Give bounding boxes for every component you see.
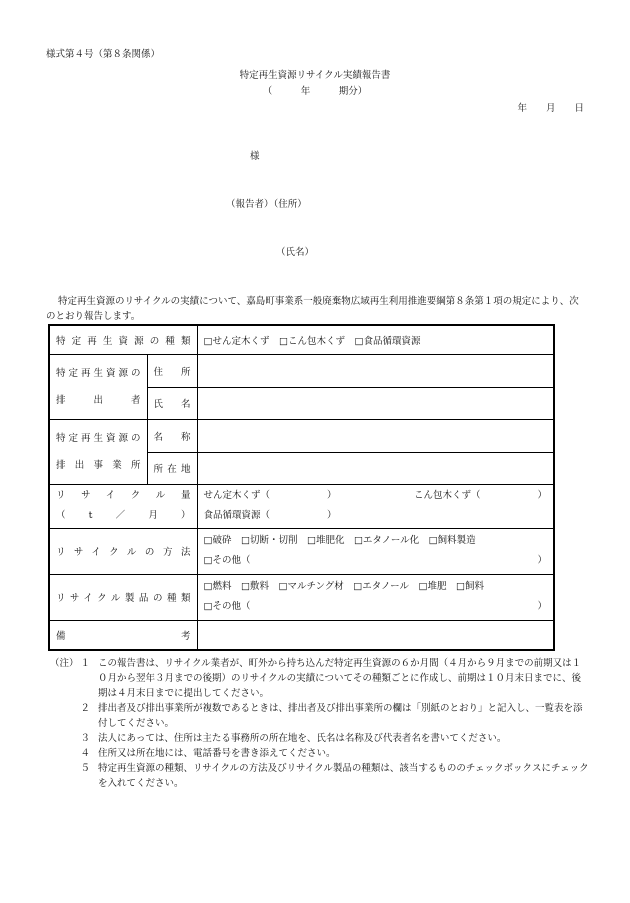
location-label: 所在地 xyxy=(153,464,191,475)
office-location-field[interactable] xyxy=(197,452,554,484)
method-other[interactable]: □その他（ xyxy=(203,555,251,566)
office-label-1: 特定再生資源の xyxy=(56,432,141,444)
row-resource-type xyxy=(49,325,554,354)
notes-head: （注） xyxy=(50,658,79,669)
note-number: ３ xyxy=(80,733,90,744)
intro-paragraph: 特定再生資源のリサイクルの実績について、嘉島町事業系一般廃棄物広域再生利用推進要綱第８条第１項の規定により、次のとおり報告します。 xyxy=(46,296,579,322)
amount-packing-wood[interactable]: こん包木くず（ ） xyxy=(413,490,547,501)
note-item xyxy=(50,746,590,761)
resource-type-label: 特定再生資源の種類 xyxy=(56,335,191,347)
office-name-label: 名 称 xyxy=(153,431,191,443)
office-name-field[interactable] xyxy=(197,419,554,452)
row-generator-address xyxy=(49,354,554,387)
report-period: （ 年 期分） xyxy=(262,86,368,97)
generator-name-field[interactable] xyxy=(197,387,554,419)
note-number: ２ xyxy=(80,703,90,714)
note-item xyxy=(50,656,590,701)
address-label: 住 所 xyxy=(153,366,191,378)
report-date: 年 月 日 xyxy=(517,103,584,114)
method-other-close: ） xyxy=(537,555,547,566)
product-other[interactable]: □その他（ xyxy=(203,601,251,612)
note-item xyxy=(50,761,590,791)
report-form-table xyxy=(48,324,555,651)
notes-section xyxy=(50,656,590,791)
reporter-address-label: （報告者）（住所） xyxy=(226,199,307,210)
generator-address-field[interactable] xyxy=(197,354,554,387)
row-recycle-method xyxy=(49,528,554,574)
generator-label-1: 特定再生資源の xyxy=(56,367,141,379)
product-other-close: ） xyxy=(537,601,547,612)
row-remarks xyxy=(49,620,554,650)
form-number: 様式第４号（第８条関係） xyxy=(46,49,161,60)
method-options[interactable]: □破砕 □切断・切削 □堆肥化 □エタノール化 □飼料製造 xyxy=(203,535,476,546)
note-text: 住所又は所在地には、電話番号を書き添えてください。 xyxy=(98,748,336,759)
method-label: リサイクルの方法 xyxy=(56,547,191,558)
remarks-field[interactable] xyxy=(197,620,554,650)
note-text: 特定再生資源の種類、リサイクルの方法及びリサイクル製品の種類は、該当するもののチェックボックスにチェックを入れてください。 xyxy=(98,763,589,789)
resource-type-options[interactable]: □せん定木くず □こん包木くず □食品循環資源 xyxy=(197,325,554,354)
row-recycle-amount xyxy=(49,484,554,528)
note-number: １ xyxy=(80,658,90,669)
document-title: 特定再生資源リサイクル実績報告書 xyxy=(239,70,391,81)
recycle-amount-label: リサイクル量 xyxy=(56,490,191,501)
remarks-label: 備 考 xyxy=(56,630,191,642)
note-text: 法人にあっては、住所は主たる事務所の所在地を、氏名は名称及び代表者名を書いてください。 xyxy=(98,733,507,744)
row-office-name xyxy=(49,419,554,452)
generator-label-2: 排 出 者 xyxy=(56,394,141,406)
recycle-amount-unit: （ t ／ 月 ） xyxy=(56,510,191,521)
reporter-name-label: （氏名） xyxy=(276,247,315,258)
note-item xyxy=(50,701,590,731)
note-text: 排出者及び排出事業所が複数であるときは、排出者及び排出事業所の欄は「別紙のとおり」と記入し、一覧表を添付してください。 xyxy=(98,703,583,729)
amount-food-resource[interactable]: 食品循環資源（ ） xyxy=(203,510,337,521)
note-number: ４ xyxy=(80,748,90,759)
office-label-2: 排出事業所 xyxy=(56,459,141,471)
amount-pruned-wood[interactable]: せん定木くず（ ） xyxy=(203,490,337,501)
row-product-type xyxy=(49,574,554,620)
note-text: この報告書は、リサイクル業者が、町外から持ち込んだ特定再生資源の６か月間（４月から９月までの前期又は１０月から翌年３月までの後期）のリサイクルの実績についてその種類ごとに作成し、前期は１０月末日までに、後期は４月末日までに提出してください。 xyxy=(98,658,582,699)
name-label: 氏 名 xyxy=(153,399,191,410)
product-label: リサイクル製品の種類 xyxy=(56,593,191,604)
product-options[interactable]: □燃料 □敷料 □マルチング材 □エタノール □堆肥 □飼料 xyxy=(203,581,484,592)
note-item xyxy=(50,731,590,746)
note-number: ５ xyxy=(80,763,90,774)
addressee-honorific: 様 xyxy=(250,151,260,162)
